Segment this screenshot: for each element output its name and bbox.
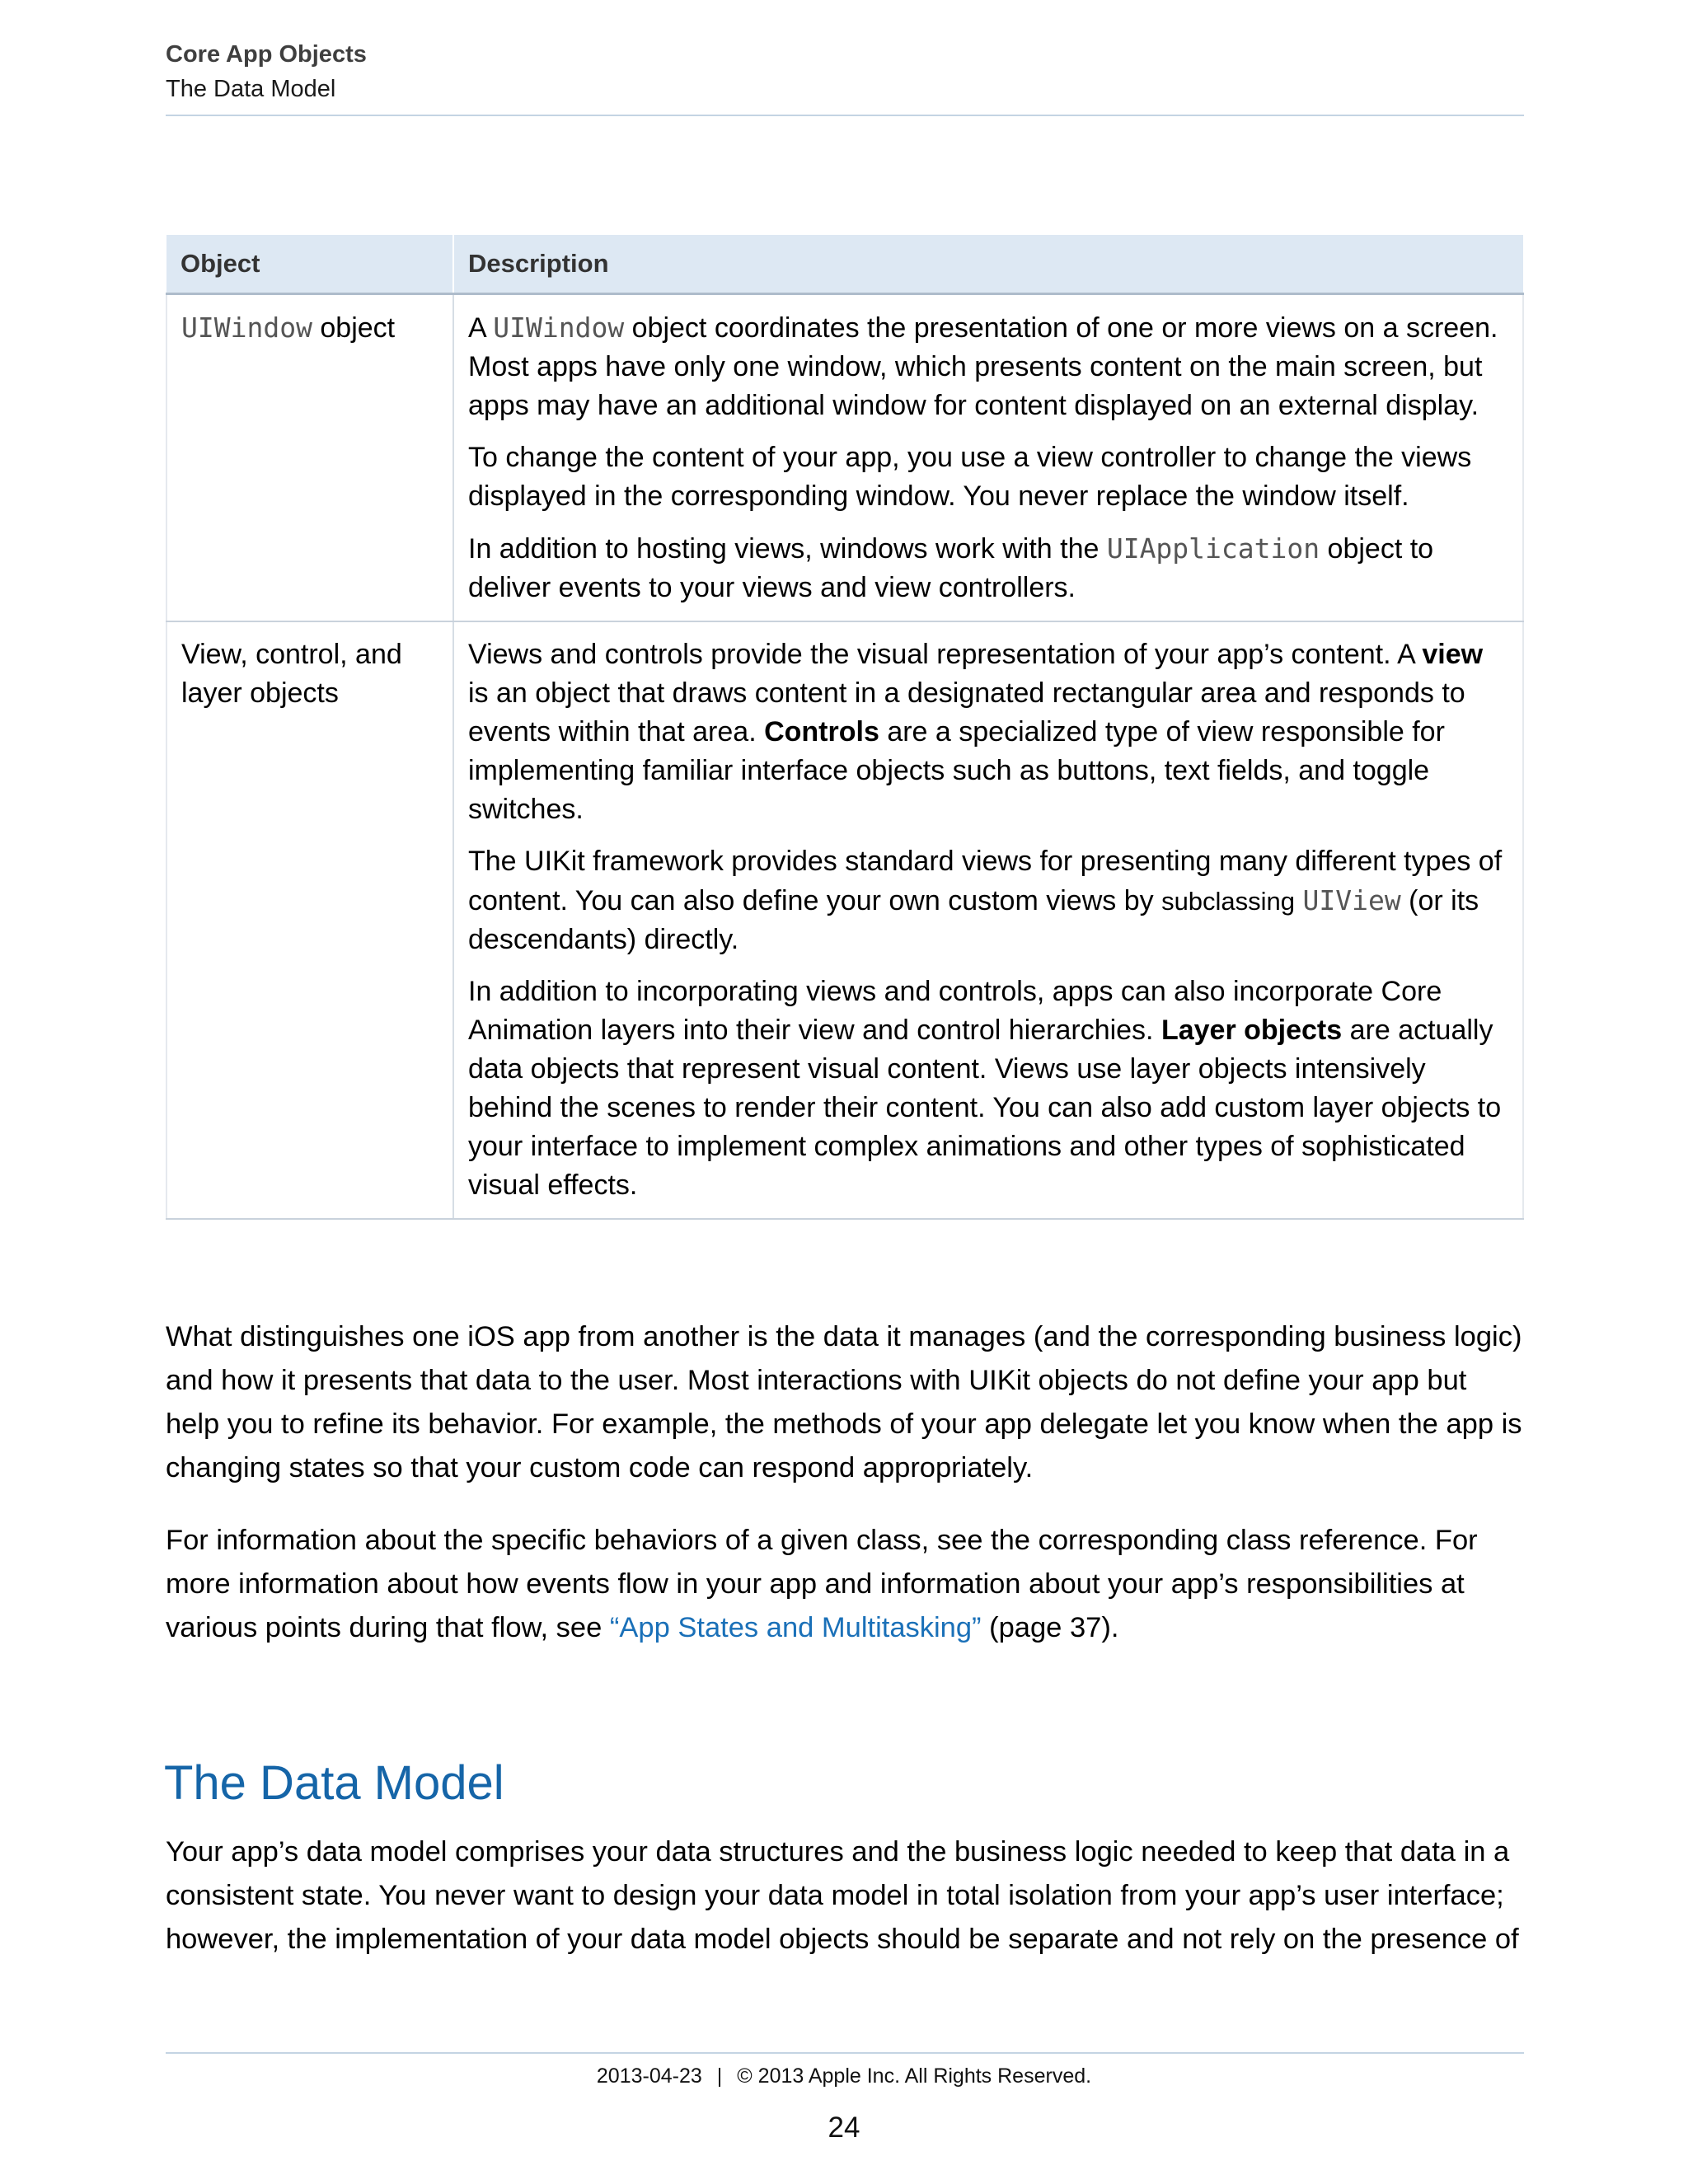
text-run: are a specialized type of view responsible for implementing familiar interface objects such as buttons, text fields, and toggle switches. (468, 716, 1445, 825)
table-row (166, 621, 1523, 1219)
body-paragraph-3 (166, 1830, 1524, 1961)
description-paragraph (468, 529, 1508, 607)
footer-copyright: © 2013 Apple Inc. All Rights Reserved. (737, 2064, 1092, 2088)
table-row (166, 294, 1523, 622)
column-header-object: Object (166, 235, 453, 294)
section-heading: The Data Model (164, 1756, 504, 1810)
section-title: The Data Model (166, 76, 336, 102)
page-number: 24 (828, 2111, 860, 2144)
description-paragraph (468, 308, 1508, 425)
chapter-title: Core App Objects (166, 41, 367, 68)
footer-separator: | (716, 2064, 723, 2088)
body-paragraph-1 (166, 1315, 1524, 1490)
text-run: A (468, 312, 494, 344)
description-cell (453, 294, 1523, 622)
text-run: The UIKit framework provides standard views for presenting many different types of content. You can also define your own custom views by (468, 846, 1503, 916)
code-uiview: UIView (1302, 884, 1401, 916)
text-run: is an object that draws content in a designated rectangular area and responds to events within that area. (468, 677, 1465, 748)
description-paragraph (468, 635, 1508, 829)
code-uiwindow: UIWindow (181, 312, 312, 344)
term-controls: Controls (764, 716, 879, 748)
text-run: Views and controls provide the visual representation of your app’s content. A (468, 639, 1423, 670)
term-view: view (1422, 639, 1484, 670)
description-paragraph (468, 972, 1508, 1205)
paragraph-text (166, 1519, 1524, 1650)
text-run-small: subclassing (1161, 887, 1296, 916)
text-run: are actually data objects that represent visual content. Views use layer objects intensively behind the scenes to render their content. You can also add custom layer objects to your interface to implement complex animations and other types of sophisticated visual effects. (468, 1015, 1502, 1201)
running-header (166, 38, 1524, 105)
term-layer-objects: Layer objects (1160, 1015, 1343, 1046)
footer-date: 2013-04-23 (596, 2064, 702, 2088)
paragraph-text: Your app’s data model comprises your data structures and the business logic needed to keep that data in a consistent state. You never want to design your data model in total isolation from your app’s user interface; however, the implementation of your data model objects should be separate and not rely on the presence of (166, 1836, 1519, 1955)
text-run: object coordinates the presentation of one or more views on a screen. Most apps have only one window, which presents content on the main screen, but apps may have an additional window for content displayed on an external display. (468, 312, 1498, 421)
text-run: For information about the specific behaviors of a given class, see the corresponding class reference. For more information about how events flow in your app and information about your app’s responsibilities at various points during that flow, see (166, 1525, 1478, 1643)
footer-divider (166, 2052, 1524, 2054)
app-states-link[interactable]: “App States and Multitasking” (609, 1612, 982, 1643)
text-run: (page 37). (981, 1612, 1119, 1643)
text-run: In addition to hosting views, windows work with the (468, 533, 1107, 565)
column-header-description: Description (453, 235, 1523, 294)
object-cell: View, control, and layer objects (166, 621, 453, 1219)
code-uiapplication: UIApplication (1106, 532, 1320, 565)
text-run: In addition to incorporating views and controls, apps can also incorporate Core Animation layers into their view and control hierarchies. (468, 976, 1442, 1046)
paragraph-text: What distinguishes one iOS app from another is the data it manages (and the corresponding business logic) and how it presents that data to the user. Most interactions with UIKit objects do not define your app but help you to refine its behavior. For example, the methods of your app delegate let you know when the app is changing states so that your custom code can respond appropriately. (166, 1321, 1522, 1483)
table-header-row (166, 235, 1523, 294)
text-run: (or its descendants) directly. (468, 885, 1479, 955)
core-objects-table (166, 235, 1524, 1220)
description-paragraph: To change the content of your app, you use a view controller to change the views displayed in the corresponding window. You never replace the window itself. (468, 442, 1472, 512)
description-cell (453, 621, 1523, 1219)
footer (0, 2064, 1688, 2088)
code-uiwindow: UIWindow (493, 312, 625, 344)
header-divider (166, 115, 1524, 116)
body-paragraph-2 (166, 1519, 1524, 1650)
text-run: object to deliver events to your views and view controllers. (468, 533, 1434, 603)
object-cell (166, 294, 453, 622)
object-suffix: object (312, 312, 396, 344)
description-paragraph (468, 842, 1508, 959)
